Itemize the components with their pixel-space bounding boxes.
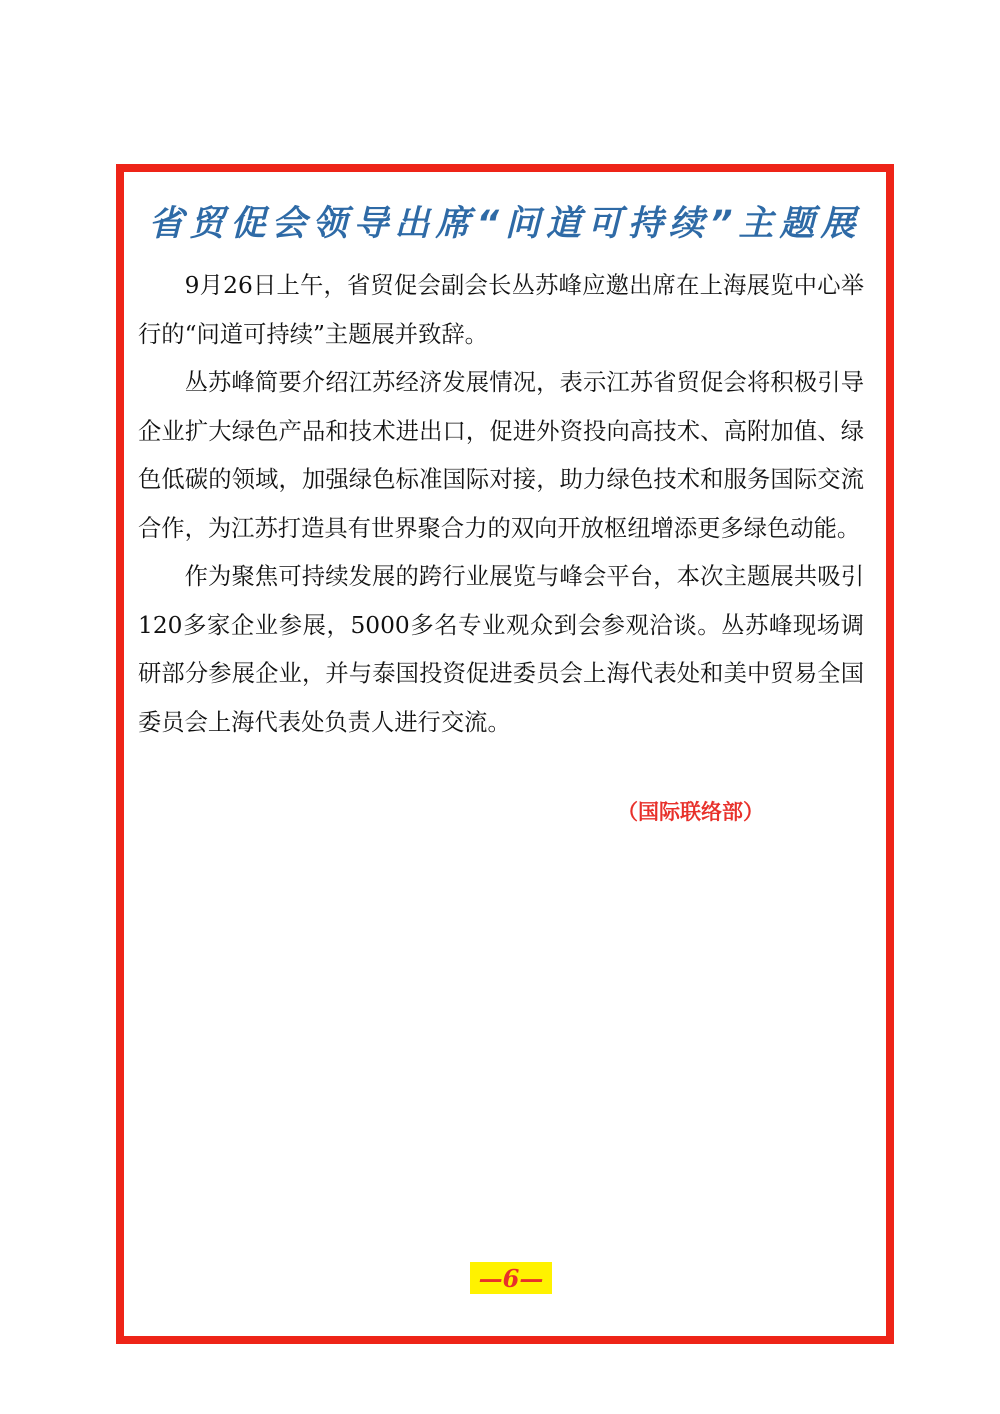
paragraph-1: 9月26日上午，省贸促会副会长丛苏峰应邀出席在上海展览中心举行的“问道可持续”主题展并致辞。: [138, 272, 864, 348]
paragraph-3: 作为聚焦可持续发展的跨行业展览与峰会平台，本次主题展共吸引120多家企业参展，5000多名专业观众到会参观洽谈。丛苏峰现场调研部分参展企业，并与泰国投资促进委员会上海代表处和美中贸易全国委员会上海代表处负责人进行交流。: [138, 563, 864, 736]
article-title: 省贸促会领导出席“问道可持续”主题展: [148, 204, 862, 244]
article-body: [138, 262, 864, 747]
page-number: —6—: [470, 1262, 552, 1294]
paragraph-2: 丛苏峰简要介绍江苏经济发展情况，表示江苏省贸促会将积极引导企业扩大绿色产品和技术进出口，促进外资投向高技术、高附加值、绿色低碳的领域，加强绿色标准国际对接，助力绿色技术和服务国际交流合作，为江苏打造具有世界聚合力的双向开放枢纽增添更多绿色动能。: [138, 369, 864, 542]
department-signature: （国际联络部）: [617, 799, 764, 824]
page-border-frame: [116, 164, 894, 1344]
